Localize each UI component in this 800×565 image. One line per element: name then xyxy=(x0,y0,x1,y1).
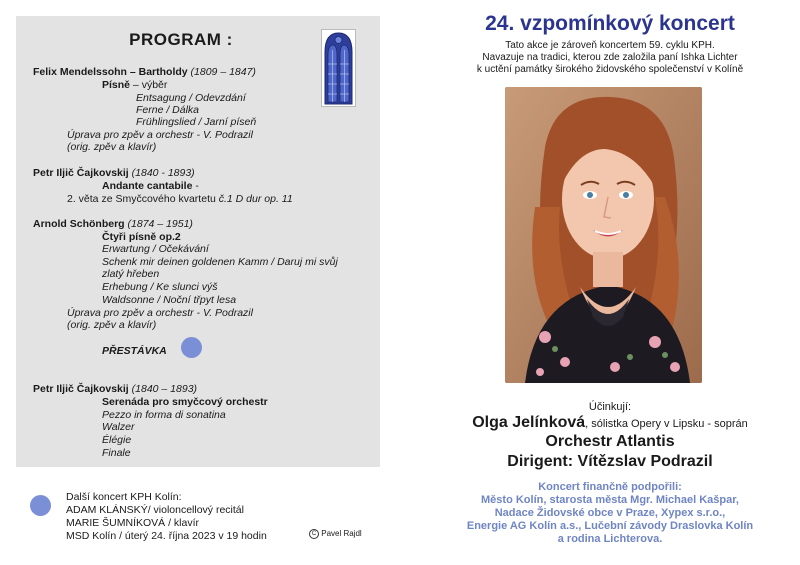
sponsors-line: Energie AG Kolín a.s., Lučební závody Draslovka Kolín xyxy=(466,520,754,532)
composer-line xyxy=(33,167,195,179)
copyright-icon: C xyxy=(309,529,319,539)
soloist-role: , sólistka Opery v Lipsku - soprán xyxy=(585,418,748,430)
sponsors-line: Město Kolín, starosta města Mgr. Michael Kašpar, xyxy=(481,494,739,506)
song-line: Schenk mir deinen goldenen Kamm / Daruj mi svůj xyxy=(102,256,338,268)
program-title: PROGRAM : xyxy=(129,30,233,49)
bullet-dot-icon xyxy=(181,337,202,358)
bullet-dot-icon xyxy=(30,495,51,516)
composer-line xyxy=(33,218,193,230)
work-line xyxy=(102,79,167,91)
sponsors-line: Koncert finančně podpořili: xyxy=(538,481,682,493)
conductor-name: Dirigent: Vítězslav Podrazil xyxy=(507,453,713,470)
arrangement-line: Úprava pro zpěv a orchestr - V. Podrazil xyxy=(67,307,253,319)
soloist-name: Olga Jelínková xyxy=(472,414,586,431)
composer-line xyxy=(33,66,256,78)
composer-dates: (1840 – 1893) xyxy=(131,383,198,395)
work-title: Andante cantabile xyxy=(102,180,193,192)
original-note: (orig. zpěv a klavír) xyxy=(67,319,157,331)
movement-line: Finale xyxy=(102,447,131,459)
soloist-photo xyxy=(505,87,702,383)
composer-name: Felix Mendelssohn – Bartholdy xyxy=(33,66,188,78)
song-line: Waldsonne / Noční třpyt lesa xyxy=(102,294,237,306)
composer-name: Petr Iljič Čajkovskij xyxy=(33,383,129,395)
concert-title: 24. vzpomínkový koncert xyxy=(485,12,735,35)
next-concert-line: MARIE ŠUMNÍKOVÁ / klavír xyxy=(66,517,200,529)
song-line: zlatý hřeben xyxy=(102,268,160,280)
work-note: – výběr xyxy=(130,79,168,91)
stained-glass-window-icon xyxy=(321,29,356,107)
work-title: Serenáda pro smyčcový orchestr xyxy=(102,396,268,408)
composer-name: Arnold Schönberg xyxy=(33,218,125,230)
intro-line: Navazuje na tradici, kterou zde založila paní Ishka Lichter xyxy=(482,52,738,63)
intermission-label: PŘESTÁVKA xyxy=(102,345,167,357)
composer-dates: (1840 - 1893) xyxy=(131,167,195,179)
composer-name: Petr Iljič Čajkovskij xyxy=(33,167,129,179)
composer-dates: (1809 – 1847) xyxy=(190,66,256,78)
performers-heading: Účinkují: xyxy=(588,401,632,413)
song-line: Erwartung / Očekávání xyxy=(102,243,209,255)
intro-line: k uctění památky širokého židovského společenství v Kolíně xyxy=(476,64,744,75)
song-line: Entsagung / Odevzdání xyxy=(136,92,246,104)
movement-line: Walzer xyxy=(102,421,135,433)
work-title: Písně xyxy=(102,79,131,91)
sponsors-line: a rodina Lichterova. xyxy=(557,533,663,545)
original-note: (orig. zpěv a klavír) xyxy=(67,141,157,153)
song-line: Ferne / Dálka xyxy=(136,104,200,116)
movement-text: 2. věta ze Smyčcového kvartetu xyxy=(67,193,219,205)
photo-credit xyxy=(309,529,362,539)
work-note: - xyxy=(192,180,199,192)
next-concert-line: ADAM KLÁNSKÝ/ violoncellový recitál xyxy=(66,504,244,516)
movement-line xyxy=(67,193,293,205)
photo-credit-name: Pavel Rajdl xyxy=(321,529,362,539)
soloist-line xyxy=(430,414,790,432)
song-line: Frühlingslied / Jarní píseň xyxy=(136,116,257,128)
arrangement-line: Úprava pro zpěv a orchestr - V. Podrazil xyxy=(67,129,253,141)
movement-line: Élégie xyxy=(102,434,132,446)
composer-dates: (1874 – 1951) xyxy=(127,218,193,230)
work-title: Čtyři písně op.2 xyxy=(102,231,181,243)
orchestra-name: Orchestr Atlantis xyxy=(545,433,675,450)
next-concert-line: Další koncert KPH Kolín: xyxy=(66,491,182,503)
movement-line: Pezzo in forma di sonatina xyxy=(102,409,226,421)
intro-line: Tato akce je zároveň koncertem 59. cyklu KPH. xyxy=(505,40,715,51)
sponsors-line: Nadace Židovské obce v Praze, Xypex s.r.o., xyxy=(494,507,726,519)
movement-key: č.1 D dur op. 11 xyxy=(218,193,293,205)
composer-line xyxy=(33,383,197,395)
work-line xyxy=(102,180,199,192)
next-concert-line: MSD Kolín / úterý 24. října 2023 v 19 hodin xyxy=(66,530,267,542)
song-line: Erhebung / Ke slunci výš xyxy=(102,281,218,293)
